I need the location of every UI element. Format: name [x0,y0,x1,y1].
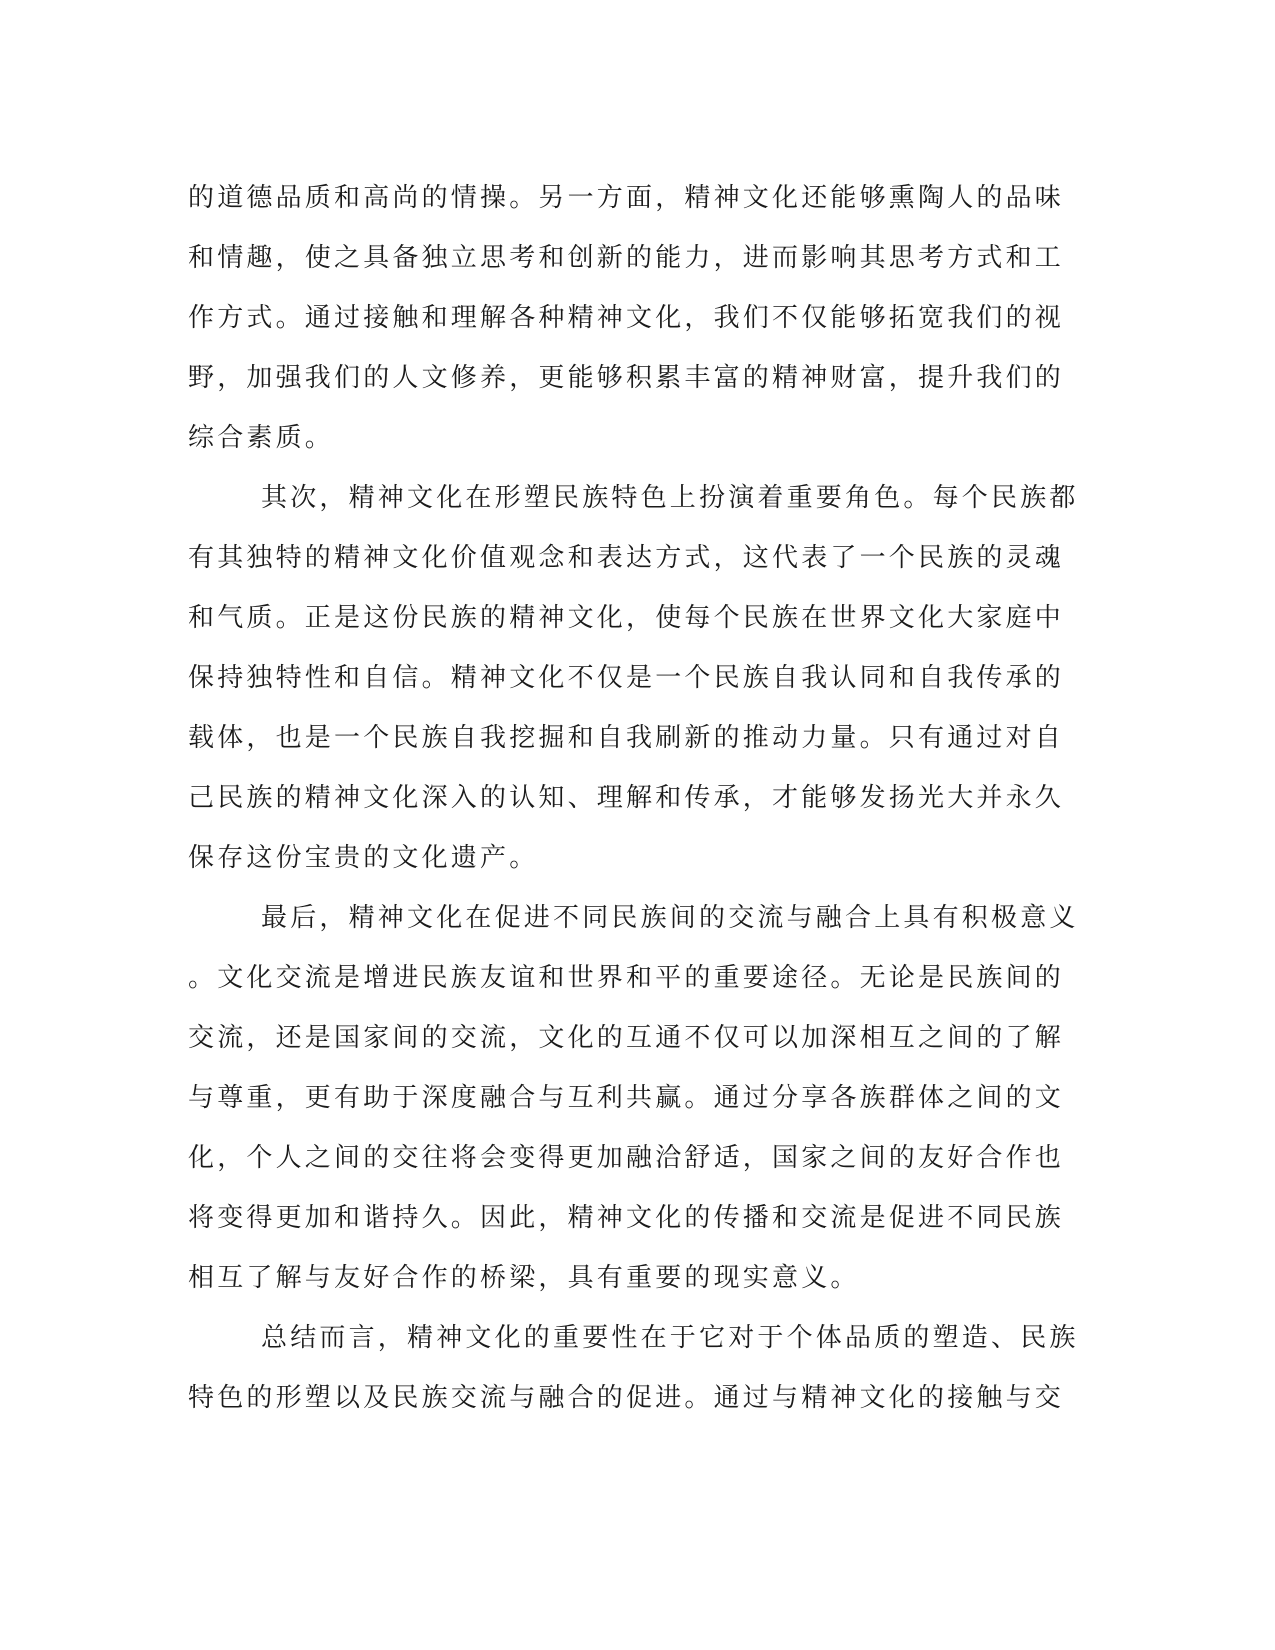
text-line: 特色的形塑以及民族交流与融合的促进。通过与精神文化的接触与交 [188,1383,1065,1413]
paragraph-4 [188,1308,1079,1428]
text-line: 相互了解与友好合作的桥梁，具有重要的现实意义。 [188,1263,860,1293]
text-line: 载体，也是一个民族自我挖掘和自我刷新的推动力量。只有通过对自 [188,723,1065,753]
text-line: 的道德品质和高尚的情操。另一方面，精神文化还能够熏陶人的品味 [188,183,1065,213]
paragraph-3 [188,888,1079,1308]
text-line: 和气质。正是这份民族的精神文化，使每个民族在世界文化大家庭中 [188,603,1065,633]
text-line: 有其独特的精神文化价值观念和表达方式，这代表了一个民族的灵魂 [188,543,1065,573]
paragraph-2 [188,468,1079,888]
paragraph-1 [188,168,1068,468]
text-line: 己民族的精神文化深入的认知、理解和传承，才能够发扬光大并永久 [188,783,1065,813]
text-line: 将变得更加和谐持久。因此，精神文化的传播和交流是促进不同民族 [188,1203,1065,1233]
text-line: 与尊重，更有助于深度融合与互利共赢。通过分享各族群体之间的文 [188,1083,1065,1113]
text-line-indented: 其次，精神文化在形塑民族特色上扮演着重要角色。每个民族都 [261,483,1079,513]
text-line: 作方式。通过接触和理解各种精神文化，我们不仅能够拓宽我们的视 [188,303,1065,333]
text-line: 保存这份宝贵的文化遗产。 [188,843,539,873]
text-line: 综合素质。 [188,423,335,453]
text-line-indented: 总结而言，精神文化的重要性在于它对于个体品质的塑造、民族 [261,1323,1079,1353]
text-line: 和情趣，使之具备独立思考和创新的能力，进而影响其思考方式和工 [188,243,1065,273]
text-line: 化，个人之间的交往将会变得更加融洽舒适，国家之间的友好合作也 [188,1143,1065,1173]
text-line: 。文化交流是增进民族友谊和世界和平的重要途径。无论是民族间的 [188,963,1065,993]
body-text [188,168,1079,1428]
text-line: 保持独特性和自信。精神文化不仅是一个民族自我认同和自我传承的 [188,663,1065,693]
text-line: 野，加强我们的人文修养，更能够积累丰富的精神财富，提升我们的 [188,363,1065,393]
text-line-indented: 最后，精神文化在促进不同民族间的交流与融合上具有积极意义 [261,903,1079,933]
text-line: 交流，还是国家间的交流，文化的互通不仅可以加深相互之间的了解 [188,1023,1065,1053]
